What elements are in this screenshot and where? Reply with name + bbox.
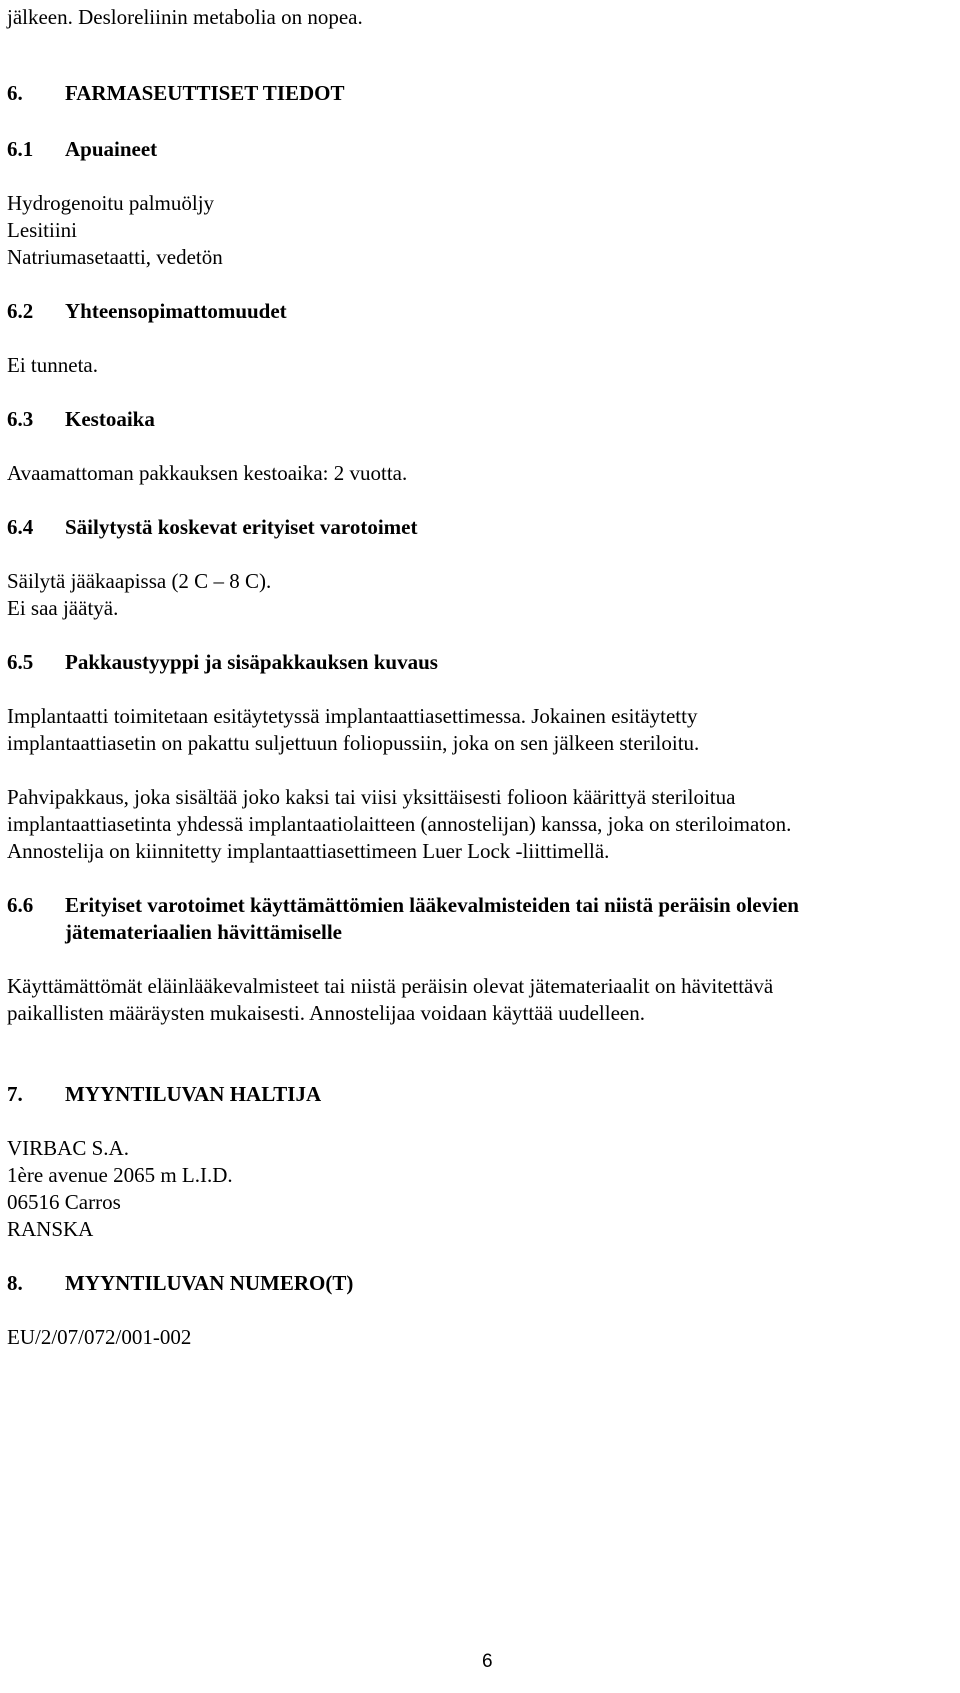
holder-address-line: VIRBAC S.A. <box>7 1136 129 1160</box>
section-8-title: MYYNTILUVAN NUMERO(T) <box>65 1271 354 1295</box>
section-6-2-heading <box>7 296 287 326</box>
section-6-5-number: 6.5 <box>7 650 34 674</box>
section-6-3-number: 6.3 <box>7 407 34 431</box>
section-6-4-title: Säilytystä koskevat erityiset varotoimet <box>65 515 418 539</box>
section-6-6-heading <box>7 890 799 920</box>
holder-address-line: RANSKA <box>7 1217 94 1241</box>
section-6-6-line: paikallisten määräysten mukaisesti. Annostelijaa voidaan käyttää uudelleen. <box>7 1001 645 1025</box>
section-6-title: FARMASEUTTISET TIEDOT <box>65 81 345 105</box>
section-6-1-number: 6.1 <box>7 137 34 161</box>
section-7-heading <box>7 1079 321 1109</box>
section-7-number: 7. <box>7 1082 23 1106</box>
section-6-6-title-line: Erityiset varotoimet käyttämättömien lääkevalmisteiden tai niistä peräisin olevien <box>65 893 799 917</box>
section-6-5-title: Pakkaustyyppi ja sisäpakkauksen kuvaus <box>65 650 438 674</box>
holder-address-line: 06516 Carros <box>7 1190 121 1214</box>
authorisation-number: EU/2/07/072/001-002 <box>7 1325 192 1349</box>
section-6-5-heading <box>7 647 438 677</box>
section-6-5-paragraph-1-line: Implantaatti toimitetaan esitäytetyssä implantaattiasettimessa. Jokainen esitäytetty <box>7 704 698 728</box>
excipient-item: Natriumasetaatti, vedetön <box>7 245 223 269</box>
section-8-heading <box>7 1268 353 1298</box>
section-7-title: MYYNTILUVAN HALTIJA <box>65 1082 322 1106</box>
section-6-5-paragraph-1-line: implantaattiasetin on pakattu suljettuun foliopussiin, joka on sen jälkeen steriloitu. <box>7 731 700 755</box>
section-6-1-title: Apuaineet <box>65 137 158 161</box>
intro-line: jälkeen. Desloreliinin metabolia on nopea. <box>7 5 363 29</box>
section-6-2-number: 6.2 <box>7 299 34 323</box>
section-6-4-number: 6.4 <box>7 515 34 539</box>
section-6-4-line: Säilytä jääkaapissa (2 C – 8 C). <box>7 569 272 593</box>
section-6-3-heading <box>7 404 155 434</box>
section-6-6-number: 6.6 <box>7 893 34 917</box>
holder-address-line: 1ère avenue 2065 m L.I.D. <box>7 1163 233 1187</box>
section-6-4-heading <box>7 512 417 542</box>
section-6-3-text: Avaamattoman pakkauksen kestoaika: 2 vuotta. <box>7 461 408 485</box>
section-6-3-title: Kestoaika <box>65 407 155 431</box>
excipient-item: Lesitiini <box>7 218 77 242</box>
section-6-2-text: Ei tunneta. <box>7 353 98 377</box>
section-6-5-paragraph-2-line: Pahvipakkaus, joka sisältää joko kaksi tai viisi yksittäisesti folioon käärittyä steriloitua <box>7 785 736 809</box>
section-6-number: 6. <box>7 81 23 105</box>
section-6-6-line: Käyttämättömät eläinlääkevalmisteet tai niistä peräisin olevat jätemateriaalit on hävitettävä <box>7 974 774 998</box>
section-6-heading <box>7 78 345 108</box>
section-6-6-title-line: jätemateriaalien hävittämiselle <box>65 920 342 944</box>
excipient-item: Hydrogenoitu palmuöljy <box>7 191 215 215</box>
section-6-4-line: Ei saa jäätyä. <box>7 596 119 620</box>
page-number: 6 <box>482 1651 493 1672</box>
section-8-number: 8. <box>7 1271 23 1295</box>
section-6-2-title: Yhteensopimattomuudet <box>65 299 287 323</box>
section-6-5-paragraph-2-line: implantaattiasetinta yhdessä implantaatiolaitteen (annostelijan) kanssa, joka on steriloimaton. <box>7 812 792 836</box>
section-6-1-heading <box>7 134 157 164</box>
section-6-5-paragraph-2-line: Annostelija on kiinnitetty implantaattiasettimeen Luer Lock -liittimellä. <box>7 839 610 863</box>
